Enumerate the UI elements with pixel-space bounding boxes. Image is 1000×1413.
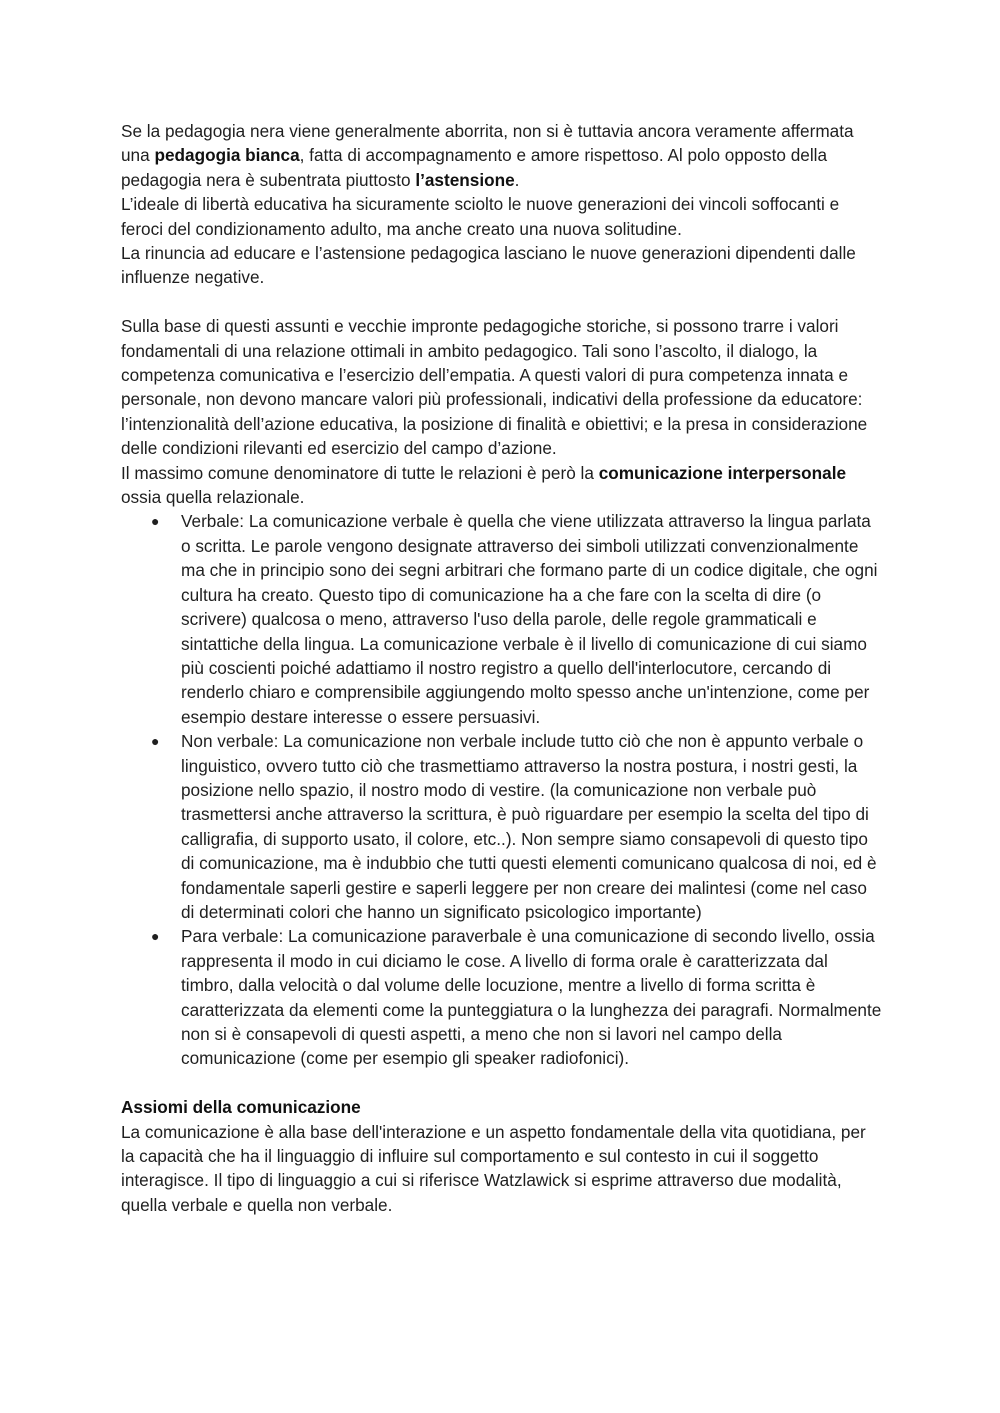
bold-term-astensione: l’astensione [415,169,515,190]
text-run: ossia quella relazionale. [121,487,305,508]
list-item-text: Verbale: La comunicazione verbale è quella che viene utilizzata attraverso la lingua parlata o scritta. Le parole vengono designate attraverso dei simboli utilizzati convenzionalmente ma che in principio sono dei segni arbitrari che formano parte di un codice digitale, che ogni cultura ha creato. Questo tipo di comunicazione ha a che fare con la scelta di dire (o scrivere) qualcosa o meno, attraverso l'uso della parole, delle regole grammaticali e sintattiche della lingua. La comunicazione verbale è il livello di comunicazione di cui siamo più coscienti poiché adattiamo il nostro registro a quello dell'interlocutore, cercando di renderlo chiaro e comprensibile aggiungendo molto spesso anche un'intenzione, come per esempio destare interesse o essere persuasivi. [181,511,878,727]
paragraph-assiomi-body: La comunicazione è alla base dell'interazione e un aspetto fondamentale della vita quotidiana, per la capacità che ha il linguaggio di influire sul comportamento e sul contesto in cui il soggetto interagisce. Il tipo di linguaggio a cui si riferisce Watzlawick si esprime attraverso due modalità, quella verbale e quella non verbale. [121,1121,866,1215]
paragraph-pedagogia-bianca [121,119,883,192]
paragraph-rinuncia-educare: La rinuncia ad educare e l’astensione pedagogica lasciano le nuove generazioni dipendenti dalle influenze negative. [121,243,856,288]
text-run: Il massimo comune denominatore di tutte le relazioni è però la [121,462,599,483]
text-run: Se la pedagogia nera viene generalmente aborrita, non si è tuttavia ancora veramente affermata una [121,121,854,166]
bullet-marker: ● [151,928,160,945]
communication-types-list [121,509,883,1070]
text-run: . [514,169,520,190]
paragraph-spacer [121,290,883,314]
list-item-para-verbale [151,924,883,1070]
paragraph-spacer [121,1071,883,1095]
paragraph-liberta-educativa: L’ideale di libertà educativa ha sicuramente sciolto le nuove generazioni dei vincoli soffocanti e feroci del condizionamento adulto, ma anche creato una nuova solitudine. [121,194,840,239]
bold-term-pedagogia-bianca: pedagogia bianca [154,145,300,166]
list-item-text: Para verbale: La comunicazione paraverbale è una comunicazione di secondo livello, ossia rappresenta il modo in cui diciamo le cose. A livello di forma orale è caratterizzata dal timbro, dalla velocità o dal volume delle locuzione, mentre a livello di forma scritta è caratterizzata da elementi come la punteggiatura o la lunghezza dei paragrafi. Normalmente non si è consapevoli di questi aspetti, a meno che non si lavori nel campo della comunicazione (come per esempio gli speaker radiofonici). [181,926,882,1069]
document-body [121,119,883,1217]
text-run: , fatta di accompagnamento e amore rispettoso. Al polo opposto della pedagogia nera è subentrata piuttosto [121,145,828,190]
bullet-marker: ● [151,513,160,530]
bullet-marker: ● [151,733,160,750]
list-item-text: Non verbale: La comunicazione non verbale include tutto ciò che non è appunto verbale o linguistico, ovvero tutto ciò che trasmettiamo attraverso la nostra postura, i nostri gesti, la posizione nello spazio, il nostro modo di vestire. (la comunicazione non verbale può trasmettersi anche attraverso la scrittura, è può riguardare per esempio la scelta del tipo di calligrafia, di supporto usato, il colore, etc..). Non sempre siamo consapevoli di questo tipo di comunicazione, ma è indubbio che tutti questi elementi comunicano qualcosa di noi, ed è fondamentale saperli gestire e saperli leggere per non creare dei malintesi (come nel caso di determinati colori che hanno un significato psicologico importante) [181,731,877,922]
paragraph-comunicazione-interpersonale [121,461,883,510]
list-item-non-verbale [151,729,883,924]
bold-term-comunicazione-interpersonale: comunicazione interpersonale [598,462,847,483]
section-heading: Assiomi della comunicazione [121,1097,361,1118]
list-item-verbale [151,509,883,729]
paragraph-valori-fondamentali: Sulla base di questi assunti e vecchie impronte pedagogiche storiche, si possono trarre i valori fondamentali di una relazione ottimali in ambito pedagogico. Tali sono l’ascolto, il dialogo, la competenza comunicativa e l’esercizio dell’empatia. A questi valori di pura competenza innata e personale, non devono mancare valori più professionali, indicativi della professione da educatore: l’intenzionalità dell’azione educativa, la posizione di finalità e obiettivi; e la presa in considerazione delle condizioni rilevanti ed esercizio del campo d’azione. [121,316,868,459]
